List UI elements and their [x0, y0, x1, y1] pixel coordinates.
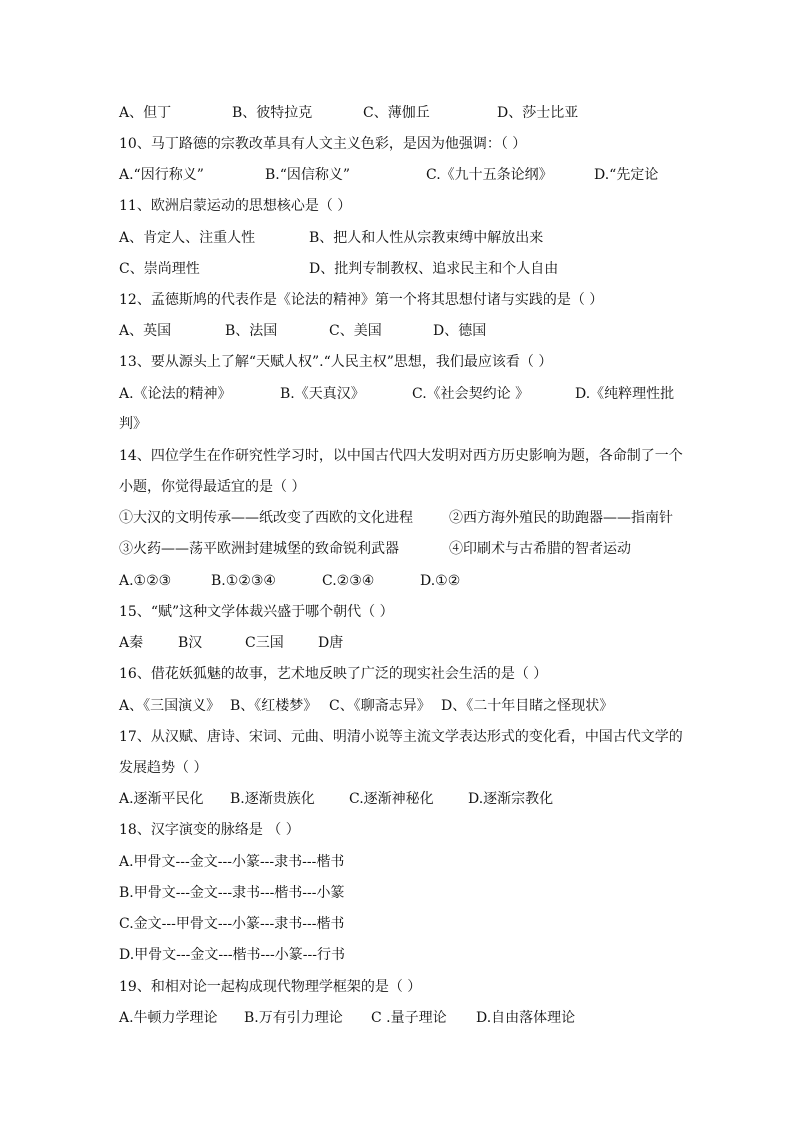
question-13-continuation: 判》	[119, 416, 147, 432]
option-c: C.《社会契约论 》	[412, 386, 530, 402]
question-17-stem-line-1: 17、从汉赋、唐诗、宋词、元曲、明清小说等主流文学表达形式的变化看，中国古代文学的	[119, 729, 683, 745]
option-c: C.逐渐神秘化	[349, 791, 434, 807]
option-a: A.甲骨文---金文---小篆---隶书---楷书	[119, 854, 345, 870]
option-d: D.逐渐宗教化	[468, 791, 554, 807]
option-a: A.《论法的精神》	[119, 386, 232, 402]
option-b: B.《天真汉》	[280, 386, 365, 402]
option-d: D.自由落体理论	[476, 1010, 576, 1026]
option-d: D、批判专制教权、追求民主和个人自由	[309, 261, 559, 277]
question-10-stem: 10、马丁路德的宗教改革具有人文主义色彩，是因为他强调：（ ）	[119, 136, 527, 152]
question-14-stem-line-1: 14、四位学生在作研究性学习时，以中国古代四大发明对西方历史影响为题，各命制了一个	[119, 448, 683, 464]
option-b: B、法国	[225, 323, 278, 339]
question-14-stem-line-2: 小题，你觉得最适宜的是（ ）	[119, 479, 306, 495]
option-b: B汉	[178, 635, 203, 651]
question-19-stem: 19、和相对论一起构成现代物理学框架的是（ ）	[119, 979, 422, 995]
option-d: D唐	[318, 635, 344, 651]
option-b: B.万有引力理论	[244, 1010, 343, 1026]
option-a: A、《三国演义》	[119, 698, 221, 714]
option-a: A、肯定人、注重人性	[119, 230, 256, 246]
option-c: C.②③④	[322, 573, 375, 589]
option-b: B、把人和人性从宗教束缚中解放出来	[309, 230, 544, 246]
option-c: C .量子理论	[371, 1010, 447, 1026]
question-15-stem: 15、“赋”这种文学体裁兴盛于哪个朝代（ ）	[119, 604, 394, 620]
option-d: D.①②	[420, 573, 461, 589]
option-d: D.“先定论	[594, 167, 659, 183]
option-c: C.金文---甲骨文---小篆---隶书---楷书	[119, 916, 345, 932]
option-c: C、《聊斋志异》	[329, 698, 431, 714]
item-3: ③火药——荡平欧洲封建城堡的致命锐利武器	[119, 541, 399, 557]
question-18-stem: 18、汉字演变的脉络是 （ ）	[119, 822, 300, 838]
option-b: B.“因信称义”	[265, 167, 351, 183]
option-d: D、德国	[433, 323, 487, 339]
option-a: A.“因行称义”	[119, 167, 204, 183]
option-b: B、《红楼梦》	[230, 698, 318, 714]
question-17-stem-line-2: 发展趋势（ ）	[119, 760, 208, 776]
option-b: B.逐渐贵族化	[230, 791, 315, 807]
option-a: A.牛顿力学理论	[119, 1010, 218, 1026]
option-a: A.逐渐平民化	[119, 791, 204, 807]
item-2: ②西方海外殖民的助跑器——指南针	[449, 510, 673, 526]
option-d: D、莎士比亚	[497, 105, 579, 121]
option-c: C.《九十五条论纲》	[426, 167, 553, 183]
option-a: A.①②③	[119, 573, 172, 589]
option-d: D、《二十年目睹之怪现状》	[441, 698, 614, 714]
option-b: B.甲骨文---金文---隶书---楷书---小篆	[119, 885, 345, 901]
question-16-stem: 16、借花妖狐魅的故事，艺术地反映了广泛的现实社会生活的是（ ）	[119, 666, 548, 682]
option-a: A秦	[119, 635, 144, 651]
question-12-stem: 12、孟德斯鸠的代表作是《论法的精神》第一个将其思想付诸与实践的是（ ）	[119, 292, 604, 308]
option-a: A、英国	[119, 323, 172, 339]
option-a: A、但丁	[119, 105, 172, 121]
option-c: C、薄伽丘	[363, 105, 430, 121]
option-d: D.《纯粹理性批	[575, 386, 675, 402]
option-c: C三国	[245, 635, 284, 651]
item-1: ①大汉的文明传承——纸改变了西欧的文化进程	[119, 510, 413, 526]
option-c: C、崇尚理性	[119, 261, 200, 277]
option-d: D.甲骨文---金文---楷书---小篆---行书	[119, 947, 345, 963]
option-c: C、美国	[329, 323, 382, 339]
question-11-stem: 11、欧洲启蒙运动的思想核心是（ ）	[119, 198, 352, 214]
option-b: B、彼特拉克	[232, 105, 313, 121]
question-13-stem: 13、要从源头上了解“天赋人权”.“人民主权”思想，我们最应该看（ ）	[119, 354, 553, 370]
option-b: B.①②③④	[211, 573, 276, 589]
item-4: ④印刷术与古希腊的智者运动	[449, 541, 631, 557]
